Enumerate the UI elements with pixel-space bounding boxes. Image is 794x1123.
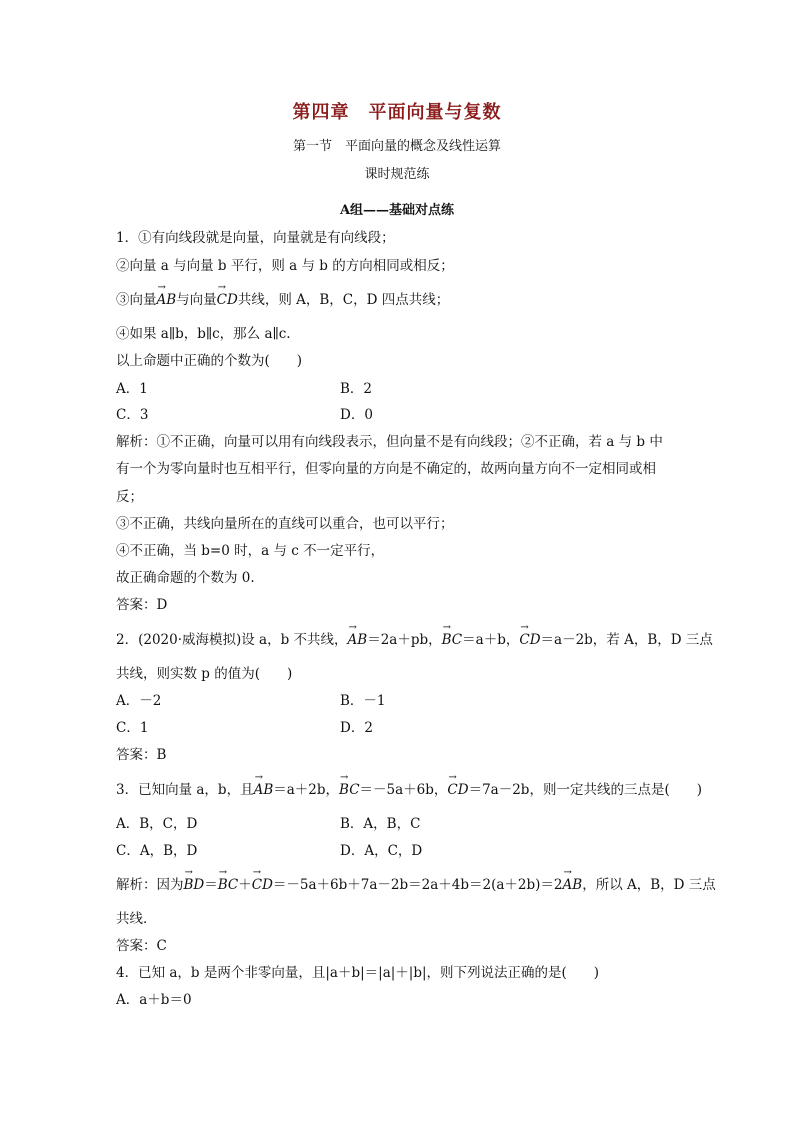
q1-statement-2: ②向量 a 与向量 b 平行，则 a 与 b 的方向相同或相反； — [116, 258, 454, 274]
q3-solution-line: 共线． — [116, 911, 157, 927]
q2-option-c: C．1 — [116, 720, 149, 736]
vector-ab: → AB — [254, 782, 274, 798]
vector-cd: → CD — [217, 292, 238, 308]
vector-ab: → AB — [563, 877, 583, 893]
q1-option-a: A．1 — [116, 381, 148, 397]
q2-question: 共线，则实数 p 的值为( ) — [116, 666, 293, 682]
text: 与向量 — [176, 292, 217, 308]
q1-solution-line: 故正确命题的个数为 0. — [116, 570, 255, 586]
q1-option-d: D．0 — [340, 407, 373, 423]
q1-statement-3 — [116, 288, 449, 308]
q3-solution-line — [116, 873, 716, 893]
text: ＝a－2b，若 A，B，D 三点 — [540, 632, 713, 648]
text: 解析：因为 — [116, 877, 184, 893]
q2-option-b: B．－1 — [340, 693, 386, 709]
chapter-title: 第四章 平面向量与复数 — [292, 102, 502, 123]
q2-stem — [116, 628, 713, 648]
vector-bc: → BC — [218, 877, 239, 893]
q1-answer: 答案：D — [116, 597, 168, 613]
group-heading: A组——基础对点练 — [339, 203, 455, 218]
text: ＝2a＋pb， — [367, 632, 442, 648]
q1-question: 以上命题中正确的个数为( ) — [116, 353, 303, 369]
vector-ab: → AB — [348, 632, 368, 648]
q1-solution-line: 解析：①不正确，向量可以用有向线段表示，但向量不是有向线段；②不正确，若 a 与 b 中 — [116, 434, 663, 450]
q3-stem — [116, 778, 702, 798]
vector-bc: → BC — [339, 782, 360, 798]
text: ＝a＋2b， — [273, 782, 340, 798]
text: 2．(2020·威海模拟)设 a，b 不共线， — [116, 632, 348, 648]
text: ＝7a－2b，则一定共线的三点是( ) — [468, 782, 702, 798]
text: ＝－5a＋6b， — [359, 782, 448, 798]
q1-option-c: C．3 — [116, 407, 149, 423]
q3-option-d: D．A，C，D — [340, 843, 423, 859]
text: ＝－5a＋6b＋7a－2b＝2a＋4b＝2(a＋2b)＝2 — [272, 877, 563, 893]
q1-solution-line: ④不正确，当 b=0 时，a 与 c 不一定平行， — [116, 543, 385, 559]
section-title: 第一节 平面向量的概念及线性运算 — [292, 139, 501, 154]
q1-solution-line: 有一个为零向量时也互相平行，但零向量的方向是不确定的，故两向量方向不一定相同或相 — [116, 461, 656, 477]
q1-solution-line: 反； — [116, 489, 143, 505]
q2-option-a: A．－2 — [116, 693, 162, 709]
q1-statement-4: ④如果 a∥b，b∥c，那么 a∥c. — [116, 326, 291, 342]
q2-answer: 答案：B — [116, 747, 167, 763]
subtitle: 课时规范练 — [364, 167, 430, 182]
q3-option-a: A．B，C，D — [116, 816, 198, 832]
text: ＋ — [238, 877, 252, 893]
text: ＝ — [204, 877, 218, 893]
q4-stem: 4．已知 a，b 是两个非零向量，且|a＋b|＝|a|＋|b|，则下列说法正确的是( ) — [116, 965, 600, 981]
q1-stem: 1．①有向线段就是向量，向量就是有向线段； — [116, 230, 395, 246]
q3-option-c: C．A，B，D — [116, 843, 198, 859]
q1-solution-line: ③不正确，共线向量所在的直线可以重合，也可以平行； — [116, 516, 454, 532]
vector-bc: → BC — [442, 632, 463, 648]
text: ③向量 — [116, 292, 157, 308]
text: ＝a＋b， — [462, 632, 520, 648]
vector-cd: → CD — [252, 877, 273, 893]
q1-option-b: B．2 — [340, 381, 373, 397]
vector-cd: → CD — [519, 632, 540, 648]
q3-answer: 答案：C — [116, 938, 167, 954]
vector-bd: → BD — [184, 877, 205, 893]
text: ，所以 A，B，D 三点 — [582, 877, 716, 893]
q4-option-a: A．a＋b＝0 — [116, 992, 192, 1008]
vector-cd: → CD — [447, 782, 468, 798]
q3-option-b: B．A，B，C — [340, 816, 421, 832]
q2-option-d: D．2 — [340, 720, 373, 736]
text: 共线，则 A，B，C，D 四点共线； — [237, 292, 450, 308]
text: 3．已知向量 a，b，且 — [116, 782, 254, 798]
vector-ab: → AB — [157, 292, 177, 308]
